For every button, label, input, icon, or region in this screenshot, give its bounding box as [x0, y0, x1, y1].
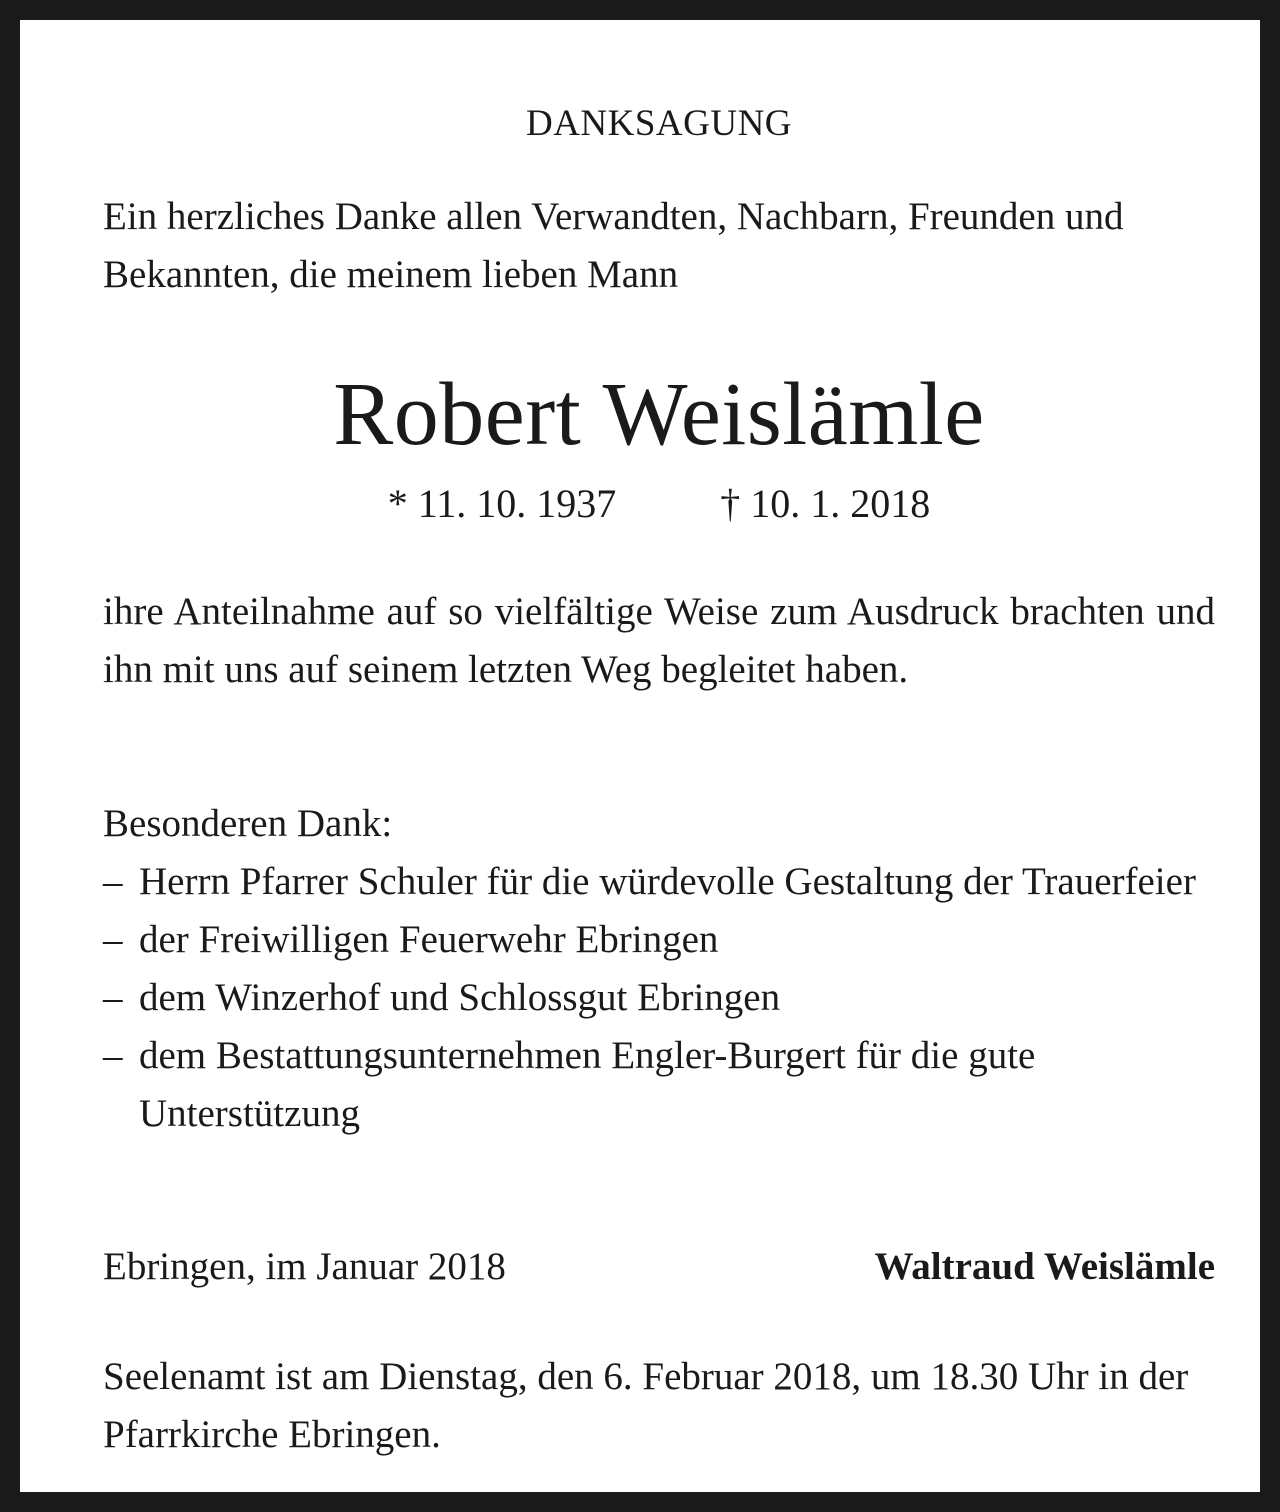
intro-text: Ein herzliches Danke allen Verwandten, Nachbarn, Freunden und Bekannten, die meinem lieben Mann: [103, 195, 1124, 296]
deceased-name: Robert Weislämle: [333, 365, 985, 464]
birth-date: * 11. 10. 1937: [387, 481, 617, 526]
list-item: – dem Winzerhof und Schlossgut Ebringen: [103, 969, 1215, 1027]
death-date: † 10. 1. 2018: [720, 481, 931, 526]
signature-row: [103, 1238, 1215, 1296]
list-item: – der Freiwilligen Feuerwehr Ebringen: [103, 911, 1215, 969]
service-info: Seelenamt ist am Dienstag, den 6. Februar 2018, um 18.30 Uhr in der Pfarrkirche Ebringen.: [103, 1355, 1189, 1456]
list-item: – dem Bestattungsunternehmen Engler-Burgert für die gute Unterstützung: [103, 1027, 1215, 1143]
special-thanks-list: [103, 853, 1215, 1143]
special-thanks-title: Besonderen Dank:: [103, 802, 393, 845]
notice-heading: DANKSAGUNG: [525, 103, 793, 144]
body-text: ihre Anteilnahme auf so vielfältige Weise zum Ausdruck brachten und ihn mit uns auf seinem letzten Weg begleitet haben.: [103, 590, 1215, 691]
signer-name: Waltraud Weislämle: [874, 1245, 1215, 1288]
list-item: – Herrn Pfarrer Schuler für die würdevolle Gestaltung der Trauerfeier: [103, 853, 1215, 911]
life-dates: [103, 478, 1215, 530]
place-date: Ebringen, im Januar 2018: [103, 1245, 506, 1288]
